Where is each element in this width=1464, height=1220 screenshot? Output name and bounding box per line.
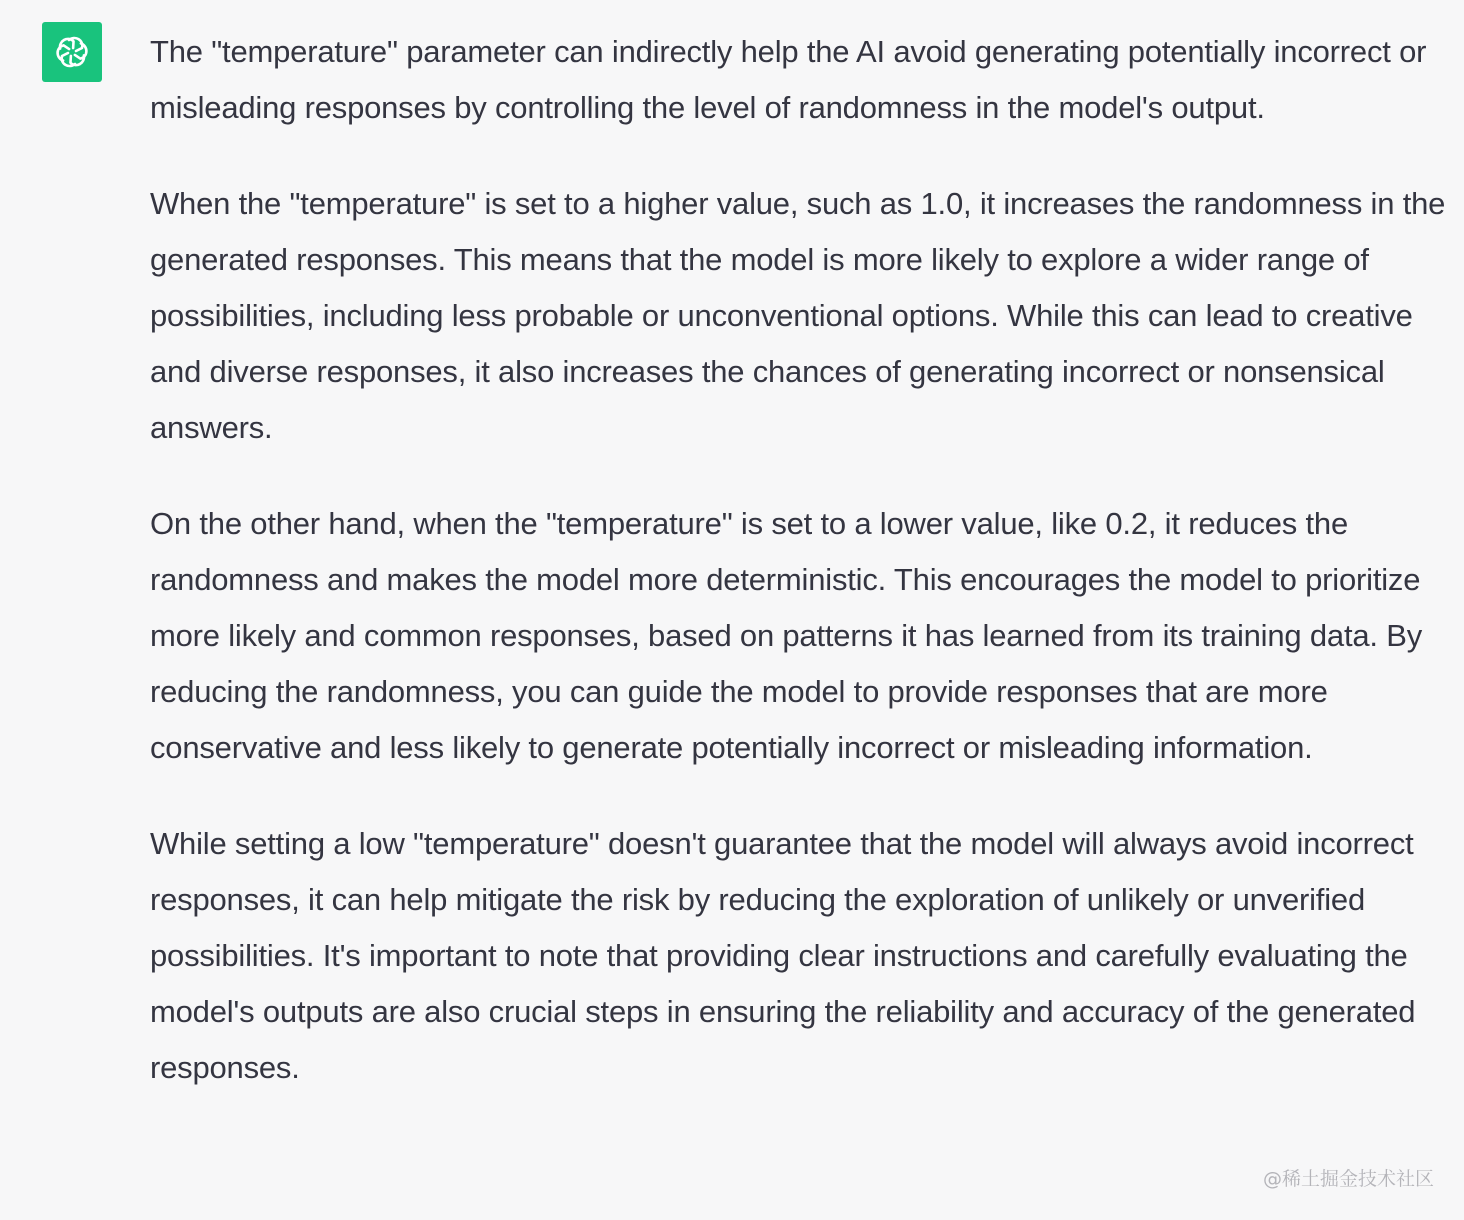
response-paragraph-4: While setting a low "temperature" doesn't guarantee that the model will always avoid incorrect responses, it can help mitigate the risk by reducing the exploration of unlikely or unverified possibilities. It's important to note that providing clear instructions and carefully evaluating the model's outputs are also crucial steps in ensuring the reliability and accuracy of the generated responses. <box>150 826 1416 1085</box>
response-paragraph-1: The "temperature" parameter can indirectly help the AI avoid generating potentially incorrect or misleading responses by controlling the level of randomness in the model's output. <box>150 34 1427 125</box>
openai-logo-icon <box>50 30 94 74</box>
response-paragraph-2: When the "temperature" is set to a higher value, such as 1.0, it increases the randomness in the generated responses. This means that the model is more likely to explore a wider range of possibilities, including less probable or unconventional options. While this can lead to creative and diverse responses, it also increases the chances of generating incorrect or nonsensical answers. <box>150 186 1446 445</box>
watermark-label: @稀土掘金技术社区 <box>1262 1168 1434 1190</box>
response-paragraph-3: On the other hand, when the "temperature" is set to a lower value, like 0.2, it reduces the randomness and makes the model more deterministic. This encourages the model to prioritize more likely and common responses, based on patterns it has learned from its training data. By reducing the randomness, you can guide the model to provide responses that are more conservative and less likely to generate potentially incorrect or misleading information. <box>150 506 1423 765</box>
assistant-avatar <box>42 22 102 82</box>
response-content <box>150 24 1446 1096</box>
